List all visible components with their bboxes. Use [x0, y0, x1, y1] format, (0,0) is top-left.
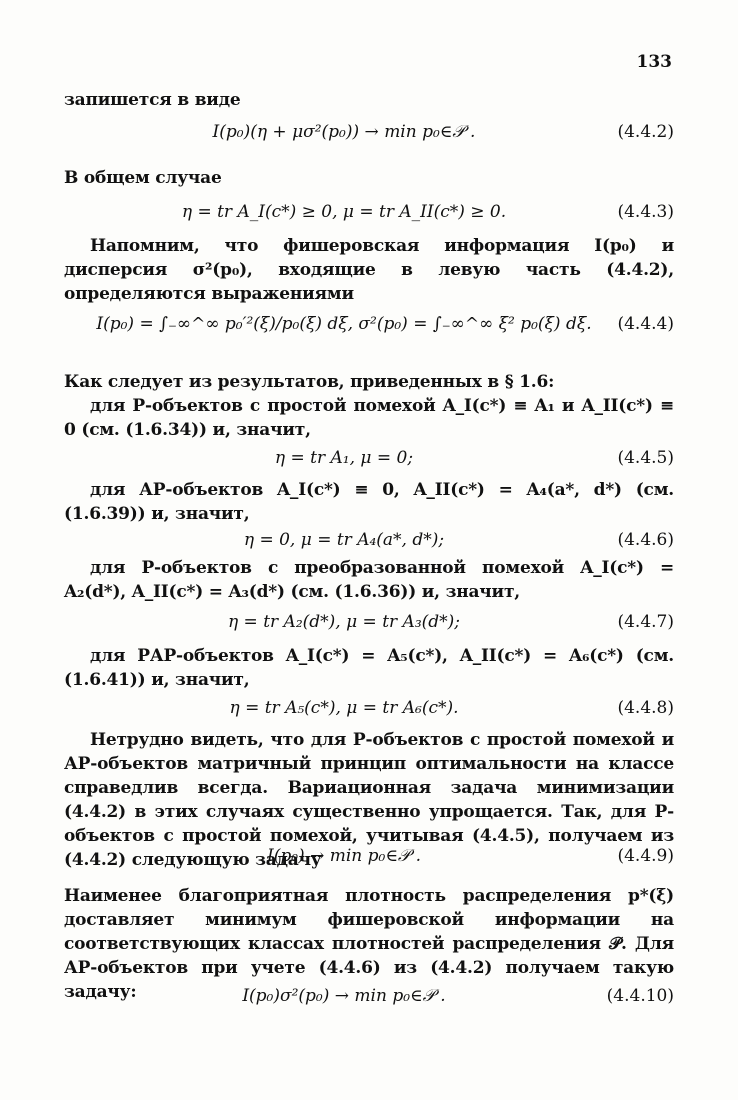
equation-number: (4.4.4) — [617, 314, 674, 334]
equation-formula: η = tr A₂(d*), μ = tr A₃(d*); — [227, 612, 461, 632]
paragraph-7: для Р-объектов с преобразованной помехой A_I(c*) = A₂(d*), A_II(c*) = A₃(d*) (см. (1.6.36)) и, значит, — [64, 558, 674, 602]
paragraph-9: Нетрудно видеть, что для Р-объектов с простой помехой и АР-объектов матричный принцип оптимальности на классе справедлив всегда. Вариационная задача минимизации (4.4.2) в этих случаях существенно упрощается. Так, для Р-объектов с простой помехой, учитывая (4.4.5), получаем из (4.4.2) следующую задачу — [64, 730, 674, 870]
equation-number: (4.4.3) — [617, 202, 674, 222]
equation-number: (4.4.9) — [617, 846, 674, 866]
equation-4-4-3 — [64, 200, 674, 230]
equation-number: (4.4.2) — [617, 122, 674, 142]
equation-formula: I(p₀) → min p₀∈𝒫 . — [267, 846, 421, 866]
paragraph-1: запишется в виде — [64, 90, 241, 110]
paragraph-3: Напомним, что фишеровская информация I(p₀) и дисперсия σ²(p₀), входящие в левую часть (4.4.2), определяются выражениями — [64, 236, 674, 304]
equation-formula: η = tr A₁, μ = 0; — [274, 448, 414, 468]
equation-4-4-5 — [64, 446, 674, 476]
equation-number: (4.4.6) — [617, 530, 674, 550]
paragraph-8: для РАР-объектов A_I(c*) = A₅(c*), A_II(c*) = A₆(c*) (см. (1.6.41)) и, значит, — [64, 646, 674, 690]
equation-4-4-7 — [64, 610, 674, 640]
equation-formula: η = tr A_I(c*) ≥ 0, μ = tr A_II(c*) ≥ 0. — [181, 202, 507, 222]
paragraph-5: для Р-объектов с простой помехой A_I(c*) ≡ A₁ и A_II(c*) ≡ 0 (см. (1.6.34)) и, значит, — [64, 396, 674, 440]
equation-formula: I(p₀) = ∫₋∞^∞ p₀′²(ξ)/p₀(ξ) dξ, σ²(p₀) = ∫₋∞^∞ ξ² p₀(ξ) dξ. — [96, 314, 592, 334]
paragraph-2: В общем случае — [64, 168, 222, 188]
equation-formula: I(p₀)σ²(p₀) → min p₀∈𝒫 . — [242, 986, 446, 1006]
paragraph-10: Наименее благоприятная плотность распределения p*(ξ) доставляет минимум фишеровской информации на соответствующих классах плотностей распределения 𝒫. Для АР-объектов при учете (4.4.6) из (4.4.2) получаем такую задачу: — [64, 886, 674, 1002]
equation-4-4-2 — [64, 120, 674, 150]
equation-formula: η = tr A₅(c*), μ = tr A₆(c*). — [229, 698, 459, 718]
equation-4-4-10 — [64, 984, 674, 1014]
equation-4-4-9 — [64, 844, 674, 874]
page-number: 133 — [636, 52, 672, 72]
equation-formula: I(p₀)(η + μσ²(p₀)) → min p₀∈𝒫 . — [212, 122, 476, 142]
paragraph-6: для АР-объектов A_I(c*) ≡ 0, A_II(c*) = A₄(a*, d*) (см. (1.6.39)) и, значит, — [64, 480, 674, 524]
equation-4-4-6 — [64, 528, 674, 558]
equation-formula: η = 0, μ = tr A₄(a*, d*); — [243, 530, 445, 550]
paragraph-4: Как следует из результатов, приведенных в § 1.6: — [64, 372, 555, 392]
equation-number: (4.4.7) — [617, 612, 674, 632]
equation-number: (4.4.5) — [617, 448, 674, 468]
equation-number: (4.4.8) — [617, 698, 674, 718]
equation-4-4-4 — [64, 290, 674, 362]
equation-4-4-8 — [64, 696, 674, 726]
equation-number: (4.4.10) — [606, 986, 674, 1006]
